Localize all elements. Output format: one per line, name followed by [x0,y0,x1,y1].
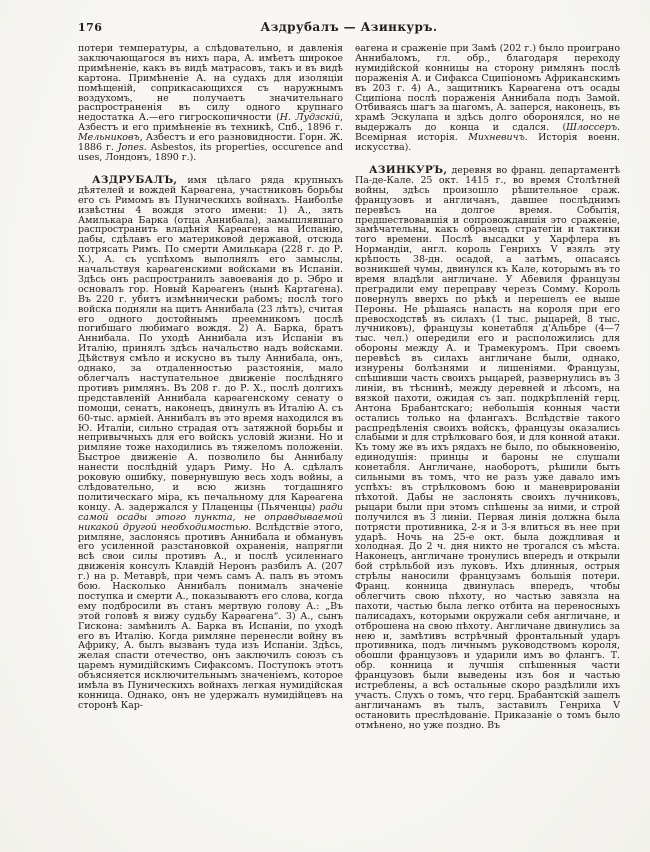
body-text: имя цѣлаго ряда крупныхъ дѣятелей и вождей Карѳагена, участниковъ борьбы его съ Римомъ въ Пуническихъ войнахъ. Наиболѣе извѣстны 4 вождя этого имени: 1) А., зять Амилькара Барка (отца Аннибала), замышлявшаго распространить владѣнія Карѳагена на Испанію, дабы, сдѣлавъ его материковой державой, отсюда потрясать Римъ. По смерти Амилькара (228 г. до Р. Х.), А. съ успѣхомъ выполнялъ его замыслы, начальствуя карѳагенскими войсками въ Испаніи. Здѣсь онъ распространилъ завоеванія до р. Эбро и основалъ гор. Новый Карѳагенъ (нынѣ Картагена). Въ 220 г. убитъ измѣннически рабомъ; послѣ того войска подняли на щитъ Аннибала (23 лѣтъ), считая его одного достойнымъ преемникомъ послѣ погибшаго любимаго вождя. 2) А. Барка, братъ Аннибала. По уходѣ Аннибала изъ Испаніи въ Италію, принялъ здѣсь начальство надъ войсками. Дѣйствуя смѣло и искусно въ тылу Аннибала, онъ, однако, за отдаленностью разстоянія, мало облегчалъ наступательное движеніе послѣдняго противъ римлянъ. Въ 208 г. до Р. Х., послѣ долгихъ представленій Аннибала карѳагенскому сенату о помощи, сенатъ, наконецъ, двинулъ въ Италію А. съ 60-тыс. арміей. Аннибалъ въ это время находился въ Ю. Италіи, сильно страдая отъ затяжной борьбы и непривычныхъ для его войскъ условій жизни. Но и римляне тоже находились въ тяжеломъ положеніи. Быстрое движеніе А. позволило бы Аннибалу нанести послѣдній ударъ Риму. Но А. сдѣлалъ роковую ошибку, повернувшую весь ходъ войны, а слѣдовательно, и всю жизнь тогдашняго политическаго міра, къ печальному для Карѳагена концу. А. задержался у Плаценцы (Пьяченцы) [78,174,343,513]
body-text: . Исторія военн. искусства). [355,132,620,154]
azdrubal-entry-continuation [355,44,620,153]
text-columns [78,44,620,804]
italic-text: Jones [117,142,144,154]
right-column [355,44,620,804]
italic-text: ради самой осады этого пункта, не оправдываемой никакой другой необходимостью [78,501,343,533]
italic-text: Мельниковъ [78,132,140,144]
azdrubal-entry [78,173,343,711]
body-text: . Всемірная исторія. [355,122,620,144]
azinkur-entry [355,163,620,731]
left-column [78,44,343,804]
italic-text: Н. Лудзскій [279,112,341,124]
body-text: , Азбестъ и его примѣненіе въ техникѣ, Спб., 1896 г. [78,112,343,134]
entry-heading: АЗИНКУРЪ, [369,163,448,176]
body-text: деревня во франц. департаментѣ Па-де-Кале. 25 окт. 1415 г., во время Столѣтней войны, здѣсь произошло рѣшительное сраж. французовъ и англичанъ, давшее послѣднимъ перевѣсъ на долгое время. Событія, предшествовавшія и сопровождавшія это сраженіе, замѣчательны, какъ образецъ стратегіи и тактики того времени. Послѣ высадки у Харфлера въ Нормандіи, англ. король Генрихъ V взялъ эту крѣпость 38-дн. осадой, а затѣмъ, опасаясь возникшей чумы, двинулся къ Кале, которымъ въ то время владѣли англичане. У Абевиля французы преградили ему переправу черезъ Сомму. Король повернулъ вверхъ по рѣкѣ и перешелъ ее выше Пероны. Не рѣшаясь напасть на короля при его превосходствѣ въ силахъ (1 тыс. рыцарей, 8 тыс. лучниковъ), французы конетабля д'Альбре (4—7 тыс. чел.) опередили его и расположились для обороны между А. и Трамекуромъ. При своемъ перевѣсѣ въ силахъ англичане были, однако, изнурены болѣзнями и лишеніями. Французы, спѣшивши часть своихъ рыцарей, развернулись въ 3 линіи, въ тѣснинѣ, между деревней и лѣсомъ, на вязкой пахоти, ожидая съ зап. подкрѣпленій герц. Антона Брабантскаго; небольшія конныя части остались только на флангахъ. Вслѣдствіе такого распредѣленія своихъ войскъ, французы оказались слабыми и для стрѣлковаго боя, и для конной атаки. Къ тому же въ ихъ рядахъ не было, по обыкновенію, единодушія: принцы и бароны не слушали конетабля. Англичане, наоборотъ, рѣшили быть сильными въ томъ, что не разъ уже давало имъ успѣхъ: въ стрѣлковомъ бою и маневрированіи пѣхотой. Дабы не заслонять своихъ лучниковъ, рыцари были при этомъ спѣшены за ними, и строй получился въ 3 линіи. Первая линія должна была потрясти противника, 2-я и 3-я влиться въ нее при ударѣ. Ночь на 25-е окт. была дождливая и холодная. До 2 ч. дня никто не трогался съ мѣста. Наконецъ, англичане тронулись впередъ и открыли бой стрѣльбой изъ луковъ. Ихъ длинныя, острыя стрѣлы наносили французамъ большія потери. Франц. конница двинулась впередъ, чтобы облегчить свою пѣхоту, но частью завязла на пахоти, частью была легко отбита на переносныхъ палисадахъ, которыми окружали себя англичане, и отброшена на свою пѣхоту. Англичане двинулись за нею и, замѣтивъ встрѣчный фронтальный ударъ противника, подъ личнымъ руководствомъ короля, обошли французовъ и ударили имъ во флангъ. Т. обр. конница и лучшія спѣшенныя части французовъ были выведены изъ боя и частью истреблены, а всѣ остальные скоро раздѣлили ихъ участь. Слухъ о томъ, что герц. Брабантскій зашелъ англичанамъ въ тылъ, заставилъ Генриха V остановить преслѣдованіе. Приказаніе о томъ было отмѣнено, но уже поздно. Въ [355,164,620,731]
italic-text: Шлоссеръ [566,122,618,134]
entry-heading: АЗДРУБАЛЪ, [92,173,178,186]
italic-text: Михневичъ [468,132,525,144]
body-text: , Азбестъ и его разновидности. Горн. Ж. 1886 г. [78,132,343,154]
body-text: ѳагена и сраженіе при Замѣ (202 г.) было проиграно Аннибаломъ, гл. обр., благодаря переходу нумидійской конницы на сторону римлянъ послѣ пораженія А. и Сифакса Сципіономъ Африканскимъ въ 203 г. 4) А., защитникъ Карѳагена отъ осады Сципіона послѣ пораженія Аннибала подъ Замой. Отбиваясь шагъ за шагомъ, А. заперся, наконецъ, въ храмѣ Эскулапа и здѣсь долго оборонялся, но не выдержалъ до конца и сдался. ( [355,44,620,134]
running-title: Аздрубалъ — Азинкуръ. [260,20,438,34]
body-text: . Вслѣдствіе этого, римляне, заслонясь противъ Аннибала и обманувъ его усиленной разстановкой охраненія, напрягли всѣ свои силы противъ А., и послѣ усиленнаго движенія консулъ Клавдій Неронъ разбилъ А. (207 г.) на р. Метаврѣ, при чемъ самъ А. палъ въ этомъ бою. Насколько Аннибалъ понималъ значеніе поступка и смерти А., показываютъ его слова, когда ему подбросили въ станъ мертвую голову А.: „Въ этой головѣ я вижу судьбу Карѳагена“. 3) А., сынъ Гискона: замѣнилъ А. Барка въ Испаніи, по уходѣ его въ Италію. Когда римляне перенесли войну въ Африку, А. былъ вызванъ туда изъ Испаніи. Здѣсь, желая спасти отечество, онъ заключилъ союзъ съ царемъ нумидійскимъ Сифаксомъ. Поступокъ этотъ объясняется исключительнымъ значеніемъ, которое имѣла въ Пуническихъ войнахъ легкая нумидійская конница. Однако, онъ не удержалъ нумидійцевъ на сторонѣ Кар- [78,521,343,711]
body-text: потери температуры, а слѣдовательно, и давленія заключающагося въ нихъ пара, А. имѣетъ широкое примѣненіе, какъ въ видѣ матрасовъ, такъ и въ видѣ картона. Примѣненіе А. на судахъ для изоляціи помѣщеній, соприкасающихся съ наружнымъ воздухомъ, не получаетъ значительнаго распространенія въ силу одного крупнаго недостатка А.—его гигроскопичности ( [78,44,343,124]
body-text: . Asbestos, its properties, occurence and uses, Лондонъ, 1890 г.). [78,142,343,163]
asbestos-entry-continuation [78,44,343,163]
page-number: 176 [78,21,103,34]
